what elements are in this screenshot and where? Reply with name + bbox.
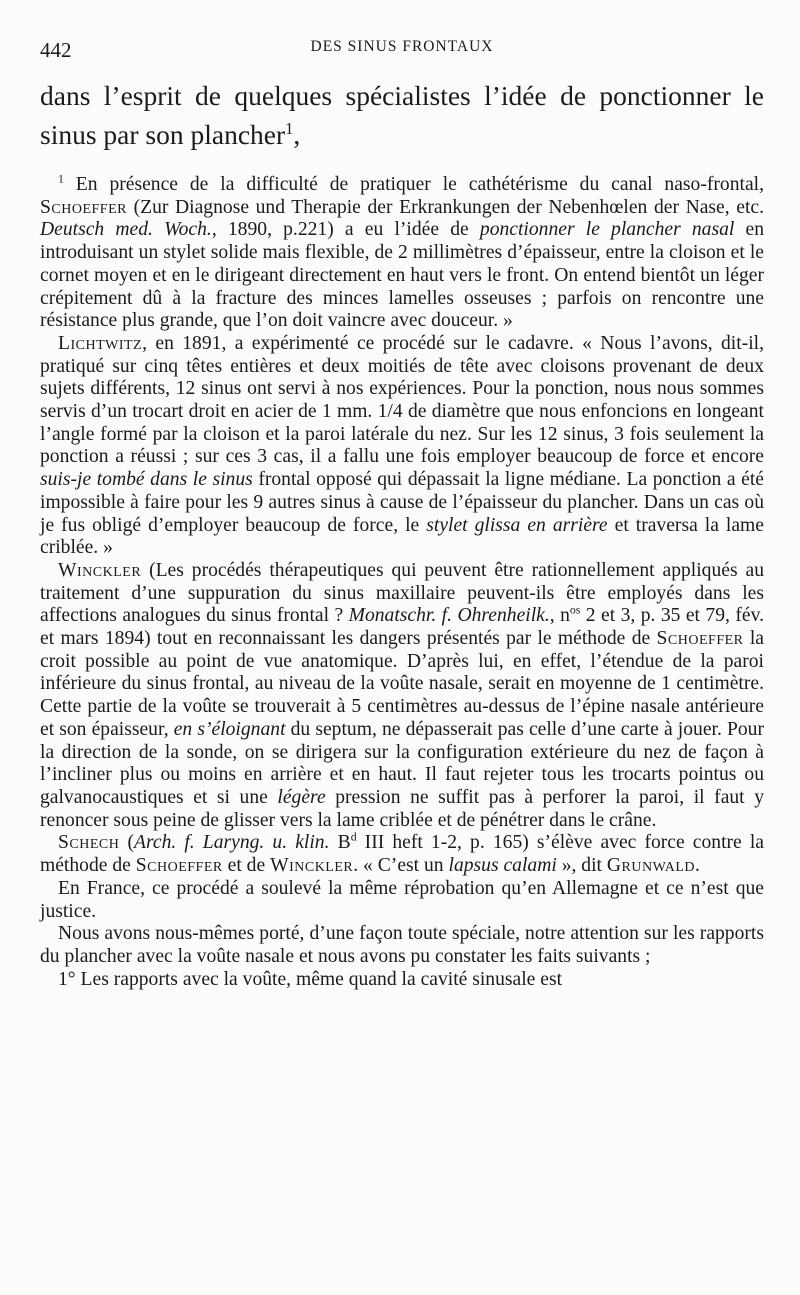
body-text: dans l’esprit de quelques spécialistes l’idée de ponctionner le sinus par son plancher (40, 80, 764, 150)
text-run: d (350, 830, 357, 844)
author-name: Lichtwitz (58, 332, 143, 354)
text-run: pression ne suffit pas à perforer la paroi, il faut y renoncer sous peine de glisser vers la lame criblée et de pénétrer dans le crâne. (40, 786, 764, 831)
text-run: os (569, 603, 581, 617)
italic-text: Deutsch med. Woch. (40, 219, 212, 241)
text-run: en introduisant un stylet solide mais flexible, de 2 millimètres d’épaisseur, entre la cloison et le cornet moyen et en le dirigeant directement en haut vers le front. On entend bientôt un léger crépitement dû à la fracture des minces lamelles osseuses ; parfois on rencontre une résistance plus grande, que l’on doit vaincre avec douceur. » (40, 219, 765, 332)
text-run: frontal opposé qui dépassait la ligne médiane. La ponction a été impossible à faire pour les 9 autres sinus à cause de l’épaisseur du plancher. Dans un cas où je fus obligé d’employer beaucoup de force, le (40, 469, 764, 536)
text-run: , en 1891, a expérimenté ce procédé sur le cadavre. « Nous l’avons, dit-il, pratiqué sur cinq têtes entières et deux moitiés de tête avec cloisons provenant de deux sujets différents, 12 sinus ont servi à nos expériences. Pour la ponction, nous nous sommes servis d’un trocart droit en acier de 1 mm. 1/4 de diamètre que nous enfoncions en longeant l’angle formé par la cloison et la paroi latérale du nez. Sur les 12 sinus, 3 fois seulement la ponction a réussi ; sur ces 3 cas, il a fallu une fois employer beaucoup de force et encore (40, 332, 764, 468)
text-run: la croit possible au point de vue anatomique. D’après lui, en effet, l’étendue de la paroi inférieure du sinus frontal, au niveau de la voûte nasale, serait en moyenne de 1 centimètre. Cette partie de la voûte se trouverait à 5 centimètres au-dessus de l’épine nasale antérieure et son épaisseur, (40, 628, 764, 740)
text-run: Nous avons nous-mêmes porté, d’une façon toute spéciale, notre attention sur les rapports du plancher avec la voûte nasale et nous avons pu constater les faits suivants ; (40, 923, 764, 967)
text-run: (Zur Diagnose und Therapie der Erkrankungen der Nebenhœlen der Nase, etc. (126, 196, 764, 218)
italic-text: Monatschr. f. Ohrenheilk. (348, 605, 550, 627)
text-run: , 1890, p.221) a eu l’idée de (211, 219, 480, 241)
author-name: Schech (58, 832, 120, 854)
author-name: Schoeffer (656, 628, 744, 650)
footnote-paragraph (40, 560, 764, 832)
text-run: . « C’est un (353, 855, 449, 877)
italic-text: Arch. f. Laryng. u. klin. (134, 832, 330, 854)
author-name: Grunwald (606, 855, 696, 877)
text-run: B (329, 832, 351, 854)
body-text-end: , (293, 119, 301, 150)
text-run: », dit (556, 855, 607, 877)
italic-text: stylet glissa en arrière (426, 514, 608, 536)
author-name: Winckler (270, 855, 354, 877)
text-run: et de (222, 855, 271, 877)
footnote-paragraph (40, 174, 764, 333)
text-run: ( (119, 832, 134, 854)
footnote-block (40, 174, 764, 991)
italic-text: suis-je tombé dans le sinus (40, 469, 253, 491)
author-name: Schoeffer (40, 196, 127, 218)
text-run: (Les procédés thérapeutiques qui peuvent être rationnellement appliqués au traitement d’une suppuration du sinus maxillaire peuvent-ils être employés dans les affections analogues du sinus frontal ? (40, 559, 764, 627)
italic-text: ponctionner le plancher nasal (479, 219, 735, 241)
page-number: 442 (40, 38, 72, 62)
footnote-paragraph (40, 878, 764, 923)
text-run: 2 et 3, p. 35 et 79, fév. et mars 1894) tout en reconnaissant les dangers présentés par le méthode de (40, 605, 764, 650)
running-title: DES SINUS FRONTAUX (310, 38, 494, 55)
author-name: Schoeffer (135, 855, 223, 877)
footnote-paragraph (40, 969, 764, 992)
text-run: , n (549, 605, 570, 627)
footnote-paragraph (40, 923, 764, 968)
italic-text: en s’éloignant (173, 718, 286, 740)
body-paragraph (40, 76, 764, 154)
text-run: . (695, 855, 700, 877)
footnote-marker: 1 (58, 172, 64, 186)
text-run: En France, ce procédé a soulevé la même réprobation qu’en Allemagne et ce n’est que justice. (40, 877, 764, 922)
footnote-paragraph (40, 832, 764, 877)
text-run: 1° Les rapports avec la voûte, même quand la cavité sinusale est (58, 968, 563, 990)
italic-text: légère (277, 786, 326, 808)
author-name: Winckler (58, 559, 142, 581)
italic-text: lapsus calami (448, 855, 557, 877)
footnote-paragraph (40, 333, 764, 560)
text-run: En présence de la difficulté de pratiquer le cathétérisme du canal naso-frontal, (63, 174, 764, 195)
text-run: du septum, ne dépasserait pas celle d’une carte à jouer. Pour la direction de la sonde, on se dirigera sur la configuration extérieure du nez de façon à l’incliner plus ou moins en arrière et en haut. Il faut rejeter tous les trocarts pointus ou galvanocaustiques et si une (40, 718, 764, 808)
text-run: et traversa la lame criblée. » (40, 514, 764, 559)
page-header (40, 28, 764, 62)
text-run: III heft 1-2, p. 165) s’élève avec force contre la méthode de (40, 832, 765, 877)
footnote-reference: 1 (285, 118, 294, 138)
